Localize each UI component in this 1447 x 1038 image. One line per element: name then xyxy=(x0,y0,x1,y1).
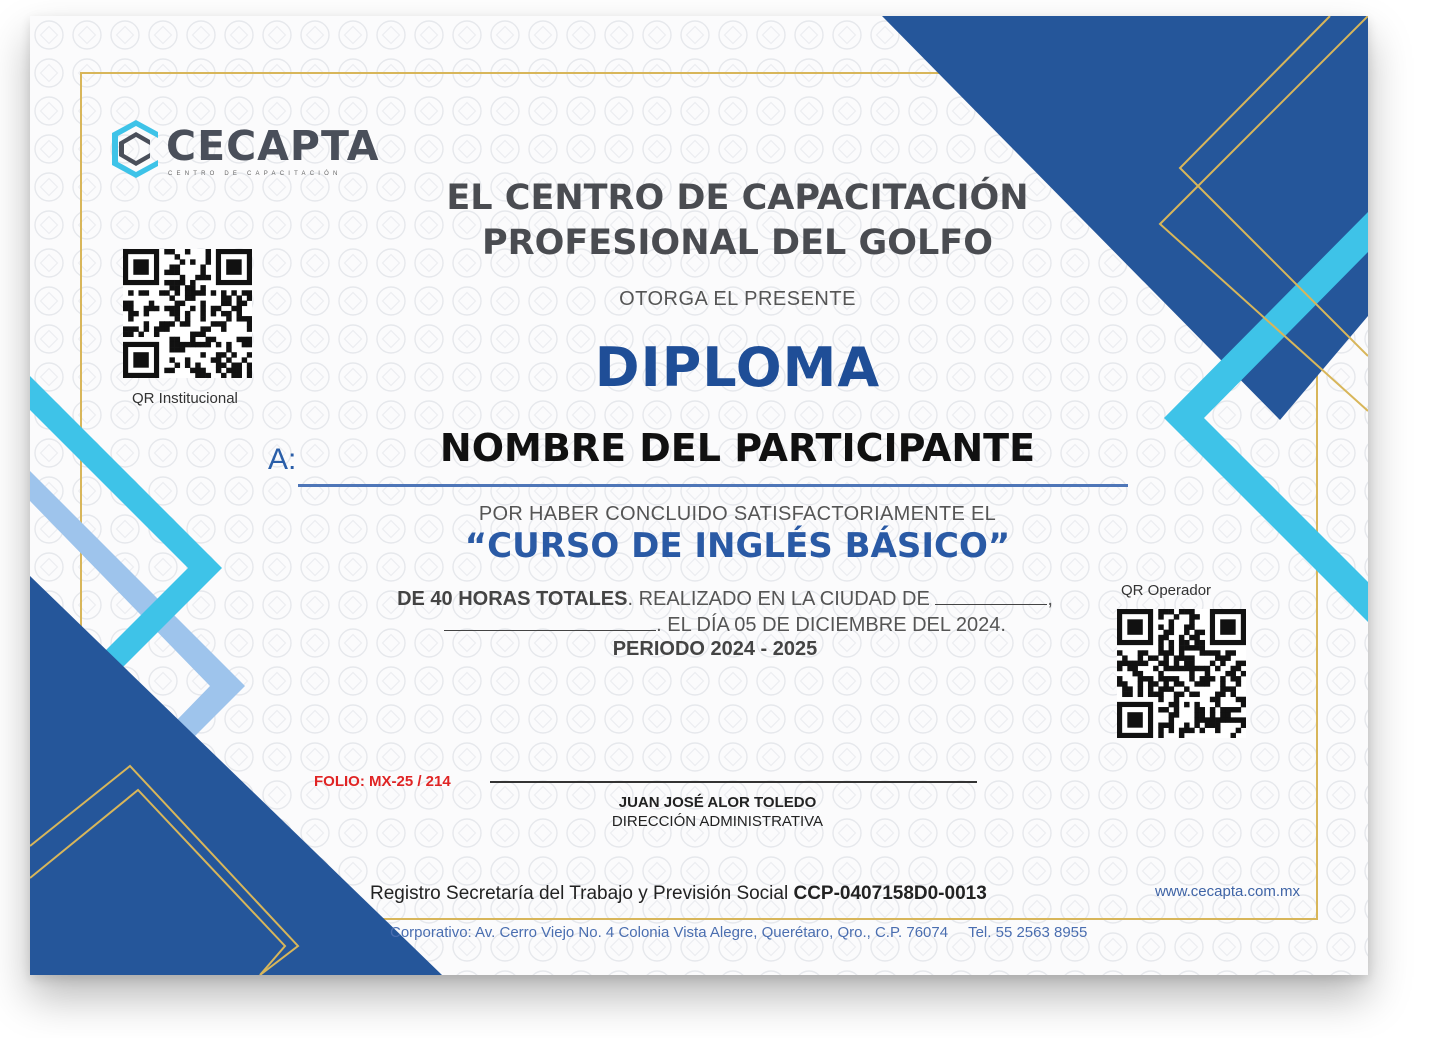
name-underline xyxy=(298,484,1128,487)
course-title: “CURSO DE INGLÉS BÁSICO” xyxy=(464,526,1011,566)
qr-institucional-code[interactable] xyxy=(123,249,252,378)
website-link[interactable]: www.cecapta.com.mx xyxy=(1154,883,1300,900)
signer-name: JUAN JOSÉ ALOR TOLEDO xyxy=(618,794,817,811)
course-details xyxy=(330,586,1120,638)
registro-stps xyxy=(370,883,1060,905)
periodo-text: PERIODO 2024 - 2025 xyxy=(612,638,818,660)
recipient-prefix: A: xyxy=(268,443,297,476)
logo-subtitle: CENTRO DE CAPACITACIÓN xyxy=(168,171,342,177)
qr-operador-code[interactable] xyxy=(1117,609,1246,738)
phone-number: Tel. 55 2563 8955 xyxy=(968,924,1088,941)
corporate-address: Corporativo: Av. Cerro Viejo No. 4 Colonia Vista Alegre, Querétaro, Qro., C.P. 76074 xyxy=(390,924,949,941)
logo-wordmark: CECAPTA xyxy=(166,122,380,170)
place-blank-line xyxy=(444,614,656,631)
participant-name: NOMBRE DEL PARTICIPANTE xyxy=(439,426,1036,470)
details-line1 xyxy=(330,586,1120,612)
qr-operador-label: QR Operador xyxy=(1121,582,1212,599)
footer-contact xyxy=(390,924,1210,941)
signature-line xyxy=(490,781,977,783)
hours-text: DE 40 HORAS TOTALES xyxy=(397,588,628,610)
city-comma: , xyxy=(1047,588,1053,610)
city-text: . REALIZADO EN LA CIUDAD DE xyxy=(627,588,930,610)
qr-institucional-label: QR Institucional xyxy=(132,390,238,407)
otorga-text: OTORGA EL PRESENTE xyxy=(619,288,856,310)
date-text: . EL DÍA 05 DE DICIEMBRE DEL 2024. xyxy=(656,614,1006,636)
registro-text: Registro Secretaría del Trabajo y Previsión Social xyxy=(370,883,789,904)
concluded-text: POR HABER CONCLUIDO SATISFACTORIAMENTE EL xyxy=(478,503,997,525)
folio-number: FOLIO: MX-25 / 214 xyxy=(314,773,451,790)
diploma-title: DIPLOMA xyxy=(594,336,881,399)
institution-name xyxy=(390,176,1085,266)
institution-name-line2: PROFESIONAL DEL GOLFO xyxy=(482,223,993,263)
institution-name-line1: EL CENTRO DE CAPACITACIÓN xyxy=(446,178,1029,218)
registro-code: CCP-0407158D0-0013 xyxy=(793,883,987,904)
cecapta-logo-mark xyxy=(110,118,162,180)
diploma-certificate xyxy=(30,16,1368,975)
city-blank-line xyxy=(935,588,1047,605)
signer-role: DIRECCIÓN ADMINISTRATIVA xyxy=(611,813,824,830)
cecapta-logo xyxy=(110,116,380,196)
details-line2 xyxy=(330,612,1120,638)
